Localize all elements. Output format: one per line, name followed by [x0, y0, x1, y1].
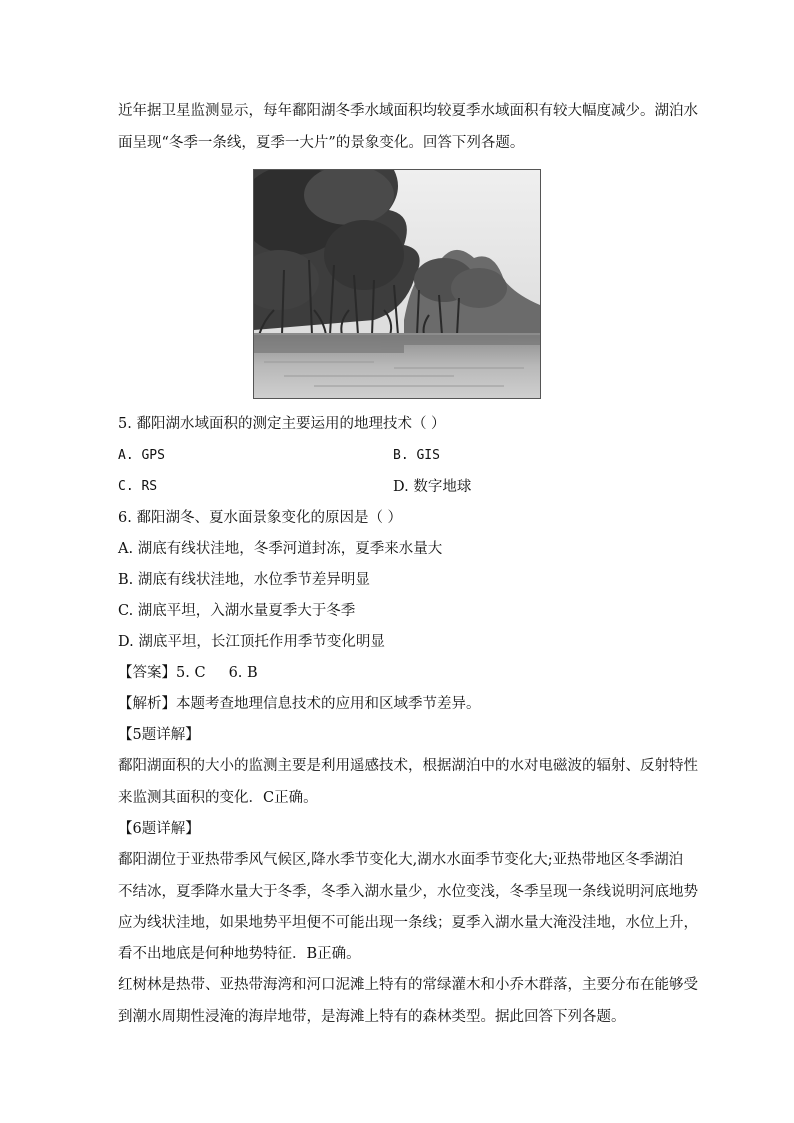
detail6-line-4: 看不出地底是何种地势特征．B正确。 [118, 946, 361, 962]
detail6-line-2: 不结冰，夏季降水量大于冬季，冬季入湖水量少，水位变浅，冬季呈现一条线说明河底地势 [118, 884, 698, 900]
q6-stem: 6. 鄱阳湖冬、夏水面景象变化的原因是（ ） [118, 510, 403, 526]
q6-option-b: B. 湖底有线状洼地，水位季节差异明显 [118, 572, 370, 588]
detail5-header: 【5题详解】 [118, 727, 200, 743]
q5-stem: 5. 鄱阳湖水域面积的测定主要运用的地理技术（ ） [118, 416, 446, 432]
answer-line: 【答案】5. C 6. B [118, 665, 258, 681]
q6-option-a: A. 湖底有线状洼地，冬季河道封冻，夏季来水量大 [118, 541, 443, 557]
detail5-line-1: 鄱阳湖面积的大小的监测主要是利用遥感技术，根据湖泊中的水对电磁波的辐射、反射特性 [118, 758, 698, 774]
detail6-line-3: 应为线状洼地，如果地势平坦便不可能出现一条线；夏季入湖水量大淹没洼地，水位上升， [118, 915, 698, 931]
next-passage-line-2: 到潮水周期性浸淹的海岸地带，是海滩上特有的森林类型。据此回答下列各题。 [118, 1009, 626, 1025]
detail6-line-1: 鄱阳湖位于亚热带季风气候区,降水季节变化大,湖水水面季节变化大;亚热带地区冬季湖泊 [118, 852, 684, 868]
detail6-header: 【6题详解】 [118, 821, 200, 837]
analysis-line: 【解析】本题考查地理信息技术的应用和区域季节差异。 [118, 696, 481, 712]
mangrove-photo [253, 169, 541, 399]
q5-option-c: C. RS [118, 479, 158, 494]
q5-option-a: A. GPS [118, 448, 165, 463]
q5-option-d: D. 数字地球 [393, 479, 472, 495]
detail5-line-2: 来监测其面积的变化．C正确。 [118, 790, 318, 806]
q6-option-c: C. 湖底平坦，入湖水量夏季大于冬季 [118, 603, 356, 619]
next-passage-line-1: 红树林是热带、亚热带海湾和河口泥滩上特有的常绿灌木和小乔木群落，主要分布在能够受 [118, 977, 698, 993]
q5-option-b: B. GIS [393, 448, 440, 463]
intro-line-1: 近年据卫星监测显示，每年鄱阳湖冬季水域面积均较夏季水域面积有较大幅度减少。湖泊水 [118, 103, 698, 119]
q6-option-d: D. 湖底平坦，长江顶托作用季节变化明显 [118, 634, 385, 650]
intro-line-2: 面呈现“冬季一条线，夏季一大片”的景象变化。回答下列各题。 [118, 135, 525, 151]
